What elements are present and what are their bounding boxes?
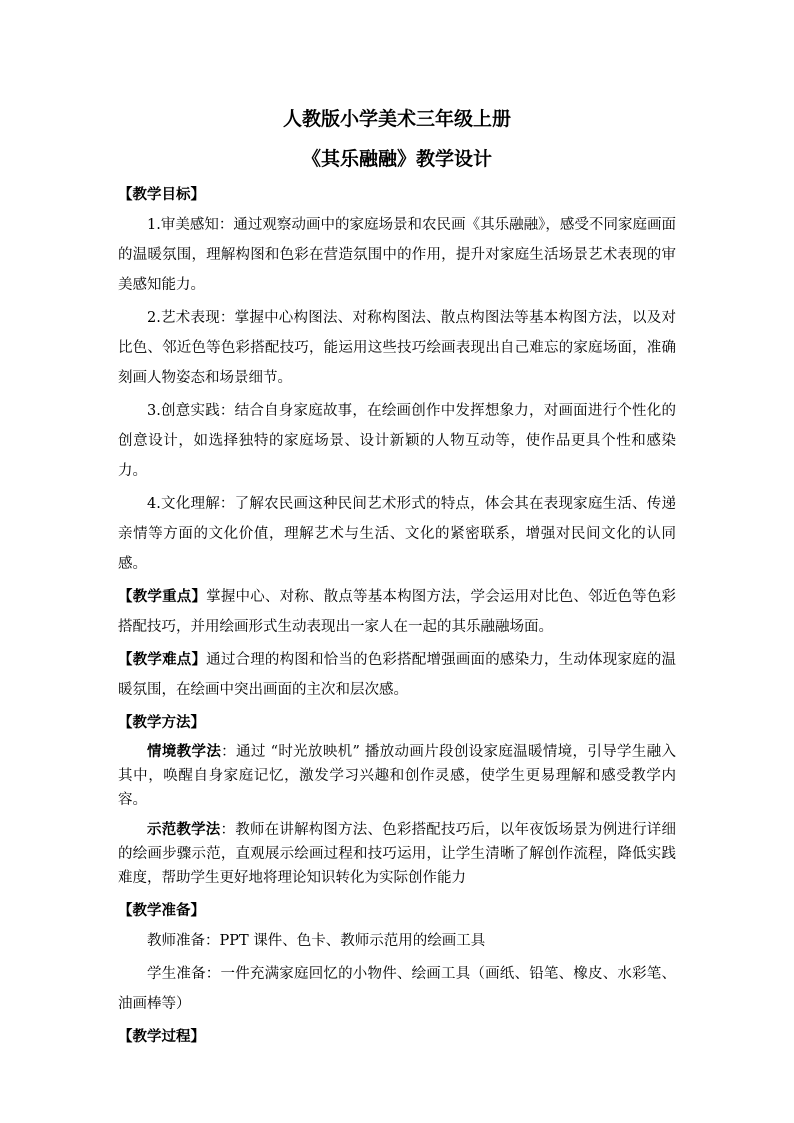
method-item-situational (118, 740, 676, 812)
section-heading-process: 【教学过程】 (118, 1028, 205, 1045)
goal-item-culture: 4.文化理解：了解农民画这种民间艺术形式的特点，体会其在表现家庭生活、传递亲情等方面的文化价值，理解艺术与生活、文化的紧密联系，增强对民间文化的认同感。 (118, 496, 676, 572)
section-heading-goals: 【教学目标】 (118, 186, 205, 203)
goal-item-expression: 2.艺术表现：掌握中心构图法、对称构图法、散点构图法等基本构图方法，以及对比色、邻近色等色彩搭配技巧，能运用这些技巧绘画表现出自己难忘的家庭场面，准确刻画人物姿态和场景细节。 (118, 310, 676, 386)
section-heading-methods: 【教学方法】 (118, 714, 205, 731)
difficulty-text: 通过合理的构图和恰当的色彩搭配增强画面的感染力，生动体现家庭的温暖氛围，在绘画中突出画面的主次和层次感。 (118, 652, 677, 698)
method-label: 示范教学法 (147, 821, 221, 838)
difficulty-paragraph (118, 645, 676, 705)
document-title-line1: 人教版小学美术三年级上册 (282, 108, 511, 130)
goal-item-aesthetic: 1.审美感知：通过观察动画中的家庭场景和农民画《其乐融融》，感受不同家庭画面的温暖氛围，理解构图和色彩在营造氛围中的作用，提升对家庭生活场景艺术表现的审美感知能力。 (118, 217, 676, 293)
section-heading-difficulty: 【教学难点】 (118, 651, 207, 668)
student-preparation: 学生准备：一件充满家庭回忆的小物件、绘画工具（画纸、铅笔、橡皮、水彩笔、油画棒等） (118, 966, 676, 1012)
method-label: 情境教学法 (147, 743, 222, 760)
teacher-preparation: 教师准备：PPT 课件、色卡、教师示范用的绘画工具 (147, 933, 486, 949)
method-text: ：通过 “时光放映机” 播放动画片段创设家庭温暖情境，引导学生融入其中，唤醒自身家庭记忆，激发学习兴趣和创作灵感，使学生更易理解和感受教学内容。 (118, 744, 677, 808)
method-text: ：教师在讲解构图方法、色彩搭配技巧后，以年夜饭场景为例进行详细的绘画步骤示范，直观展示绘画过程和技巧运用，让学生清晰了解创作流程，降低实践难度，帮助学生更好地将理论知识转化为实际创作能力 (118, 822, 676, 886)
section-heading-key-point: 【教学重点】 (118, 588, 207, 605)
key-point-paragraph (118, 582, 676, 642)
goal-item-creative: 3.创意实践：结合自身家庭故事，在绘画创作中发挥想象力，对画面进行个性化的创意设计，如选择独特的家庭场景、设计新颖的人物互动等，使作品更具个性和感染力。 (118, 403, 676, 479)
document-title-line2: 《其乐融融》教学设计 (301, 148, 492, 170)
key-point-text: 掌握中心、对称、散点等基本构图方法，学会运用对比色、邻近色等色彩搭配技巧，并用绘画形式生动表现出一家人在一起的其乐融融场面。 (118, 589, 677, 635)
method-item-demonstration (118, 818, 676, 890)
section-heading-preparation: 【教学准备】 (118, 902, 205, 919)
